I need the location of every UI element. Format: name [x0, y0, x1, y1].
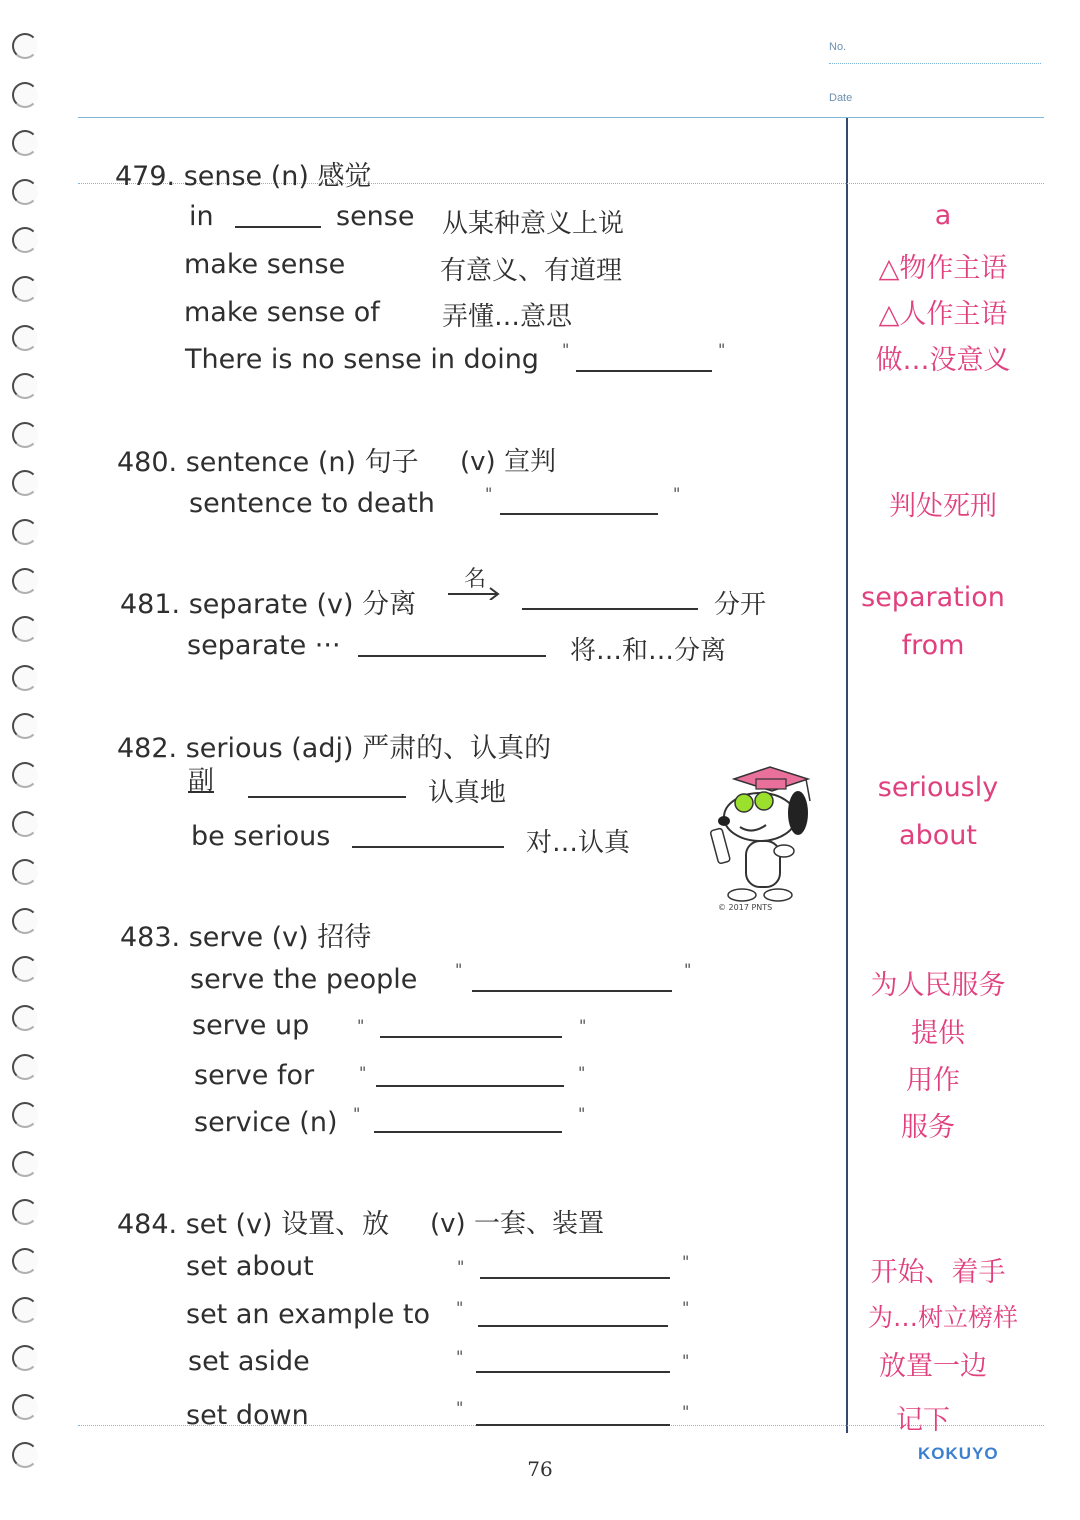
arrow-icon: [446, 566, 502, 600]
entry-483-head: 483. serve (v) 招待: [120, 922, 372, 953]
entry-479-head: 479. sense (n) 感觉: [115, 161, 372, 192]
blank-line[interactable]: [476, 1424, 670, 1426]
blank-line[interactable]: [522, 608, 698, 610]
binder-ring: [12, 82, 38, 108]
answer-481-1: separation: [861, 582, 1005, 613]
binder-ring: [12, 1345, 38, 1371]
no-label: No.: [829, 41, 847, 53]
binder-ring: [12, 373, 38, 399]
binder-ring: [12, 179, 38, 205]
entry-482-line2-left: be serious: [191, 821, 331, 852]
page-number: 76: [527, 1457, 553, 1481]
quote-mark: ": [682, 1402, 690, 1421]
binder-ring: [12, 956, 38, 982]
answer-480-1: 判处死刑: [889, 491, 997, 522]
snoopy-graduate-sticker: [700, 765, 820, 915]
binder-ring: [12, 568, 38, 594]
binder-ring: [12, 811, 38, 837]
entry-481-head: 481. separate (v) 分离: [120, 589, 417, 620]
binder-ring: [12, 470, 38, 496]
quote-mark: ": [673, 484, 681, 503]
blank-line[interactable]: [478, 1325, 668, 1327]
entry-483-line4-left: service (n): [194, 1107, 338, 1138]
header-rule: [78, 117, 1044, 118]
blank-line[interactable]: [358, 655, 546, 657]
no-dotted-line: [829, 63, 1041, 64]
entry-484-head2: (v) 一套、装置: [430, 1209, 604, 1239]
entry-482-head: 482. serious (adj) 严肃的、认真的: [117, 733, 552, 764]
answer-479-4: 做…没意义: [875, 345, 1011, 376]
entry-481-line1-left: separate ···: [187, 630, 341, 661]
answer-479-2: △物作主语: [878, 253, 1008, 284]
entry-484-line4-left: set down: [186, 1400, 309, 1431]
quote-mark: ": [456, 1347, 464, 1366]
binder-ring: [12, 422, 38, 448]
arrow-label: 名: [464, 567, 487, 592]
entry-481-line1-zh: 将…和…分离: [570, 636, 727, 666]
quote-mark: ": [357, 1016, 365, 1035]
entry-484-head: 484. set (v) 设置、放: [117, 1209, 390, 1240]
blank-line[interactable]: [235, 226, 321, 228]
quote-mark: ": [562, 340, 570, 359]
blank-line[interactable]: [480, 1277, 670, 1279]
answer-484-1: 开始、着手: [870, 1257, 1006, 1288]
binder-ring: [12, 908, 38, 934]
quote-mark: ": [353, 1104, 361, 1123]
brand-logo: KOKUYO: [918, 1444, 999, 1463]
binder-ring: [12, 33, 38, 59]
binder-ring: [12, 1199, 38, 1225]
blank-line[interactable]: [374, 1131, 562, 1133]
entry-483-line3-left: serve for: [194, 1060, 315, 1091]
binder-ring: [12, 762, 38, 788]
answer-483-2: 提供: [911, 1018, 965, 1049]
answer-481-2: from: [901, 630, 965, 661]
entry-479-line1-left: in: [189, 201, 214, 232]
answer-484-3: 放置一边: [879, 1351, 987, 1382]
binder-ring: [12, 1005, 38, 1031]
entry-483-line2-left: serve up: [192, 1010, 310, 1041]
blank-line[interactable]: [248, 796, 406, 798]
quote-mark: ": [455, 960, 463, 979]
quote-mark: ": [684, 960, 692, 979]
binder-ring: [12, 519, 38, 545]
answer-482-1: seriously: [877, 772, 999, 803]
quote-mark: ": [682, 1252, 690, 1271]
quote-mark: ": [718, 340, 726, 359]
entry-479-line1-mid: sense: [336, 201, 415, 232]
binder-ring: [12, 276, 38, 302]
entry-480-head2: (v) 宣判: [460, 447, 556, 477]
quote-mark: ": [578, 1104, 586, 1123]
arrow-noun: [446, 566, 502, 600]
snoopy-copyright: © 2017 PNTS: [718, 903, 773, 912]
entry-484-line3-left: set aside: [188, 1346, 310, 1377]
entry-480-line1-left: sentence to death: [189, 488, 435, 519]
answer-484-4: 记下: [896, 1405, 950, 1436]
binder-ring: [12, 1297, 38, 1323]
quote-mark: ": [579, 1016, 587, 1035]
answer-479-1: a: [934, 200, 952, 231]
entry-479-line3-left: make sense of: [184, 297, 380, 328]
entry-479-line1-zh: 从某种意义上说: [442, 209, 625, 239]
answer-483-3: 用作: [906, 1065, 960, 1096]
answer-479-3: △人作主语: [878, 299, 1008, 330]
entry-479-line2-left: make sense: [184, 249, 346, 280]
answer-482-2: about: [899, 820, 977, 851]
binder-ring: [12, 325, 38, 351]
entry-479-line4-left: There is no sense in doing: [185, 344, 539, 375]
entry-483-line1-left: serve the people: [190, 964, 418, 995]
quote-mark: ": [485, 484, 493, 503]
entry-480-head: 480. sentence (n) 句子: [117, 447, 419, 478]
blank-line[interactable]: [352, 846, 504, 848]
quote-mark: ": [682, 1351, 690, 1370]
answer-484-2: 为…树立榜样: [867, 1303, 1018, 1332]
blank-line[interactable]: [576, 370, 712, 372]
answer-483-4: 服务: [901, 1112, 955, 1143]
binder-ring: [12, 1102, 38, 1128]
entry-482-line2-zh: 对…认真: [526, 828, 631, 858]
answer-483-1: 为人民服务: [870, 970, 1006, 1001]
entry-479-line2-zh: 有意义、有道理: [440, 256, 623, 286]
binder-ring: [12, 616, 38, 642]
quote-mark: ": [359, 1063, 367, 1082]
entry-482-line1-zh: 认真地: [428, 778, 507, 808]
binder-ring: [12, 713, 38, 739]
binder-ring: [12, 859, 38, 885]
binder-ring: [12, 1151, 38, 1177]
blank-line[interactable]: [500, 513, 658, 515]
date-label: Date: [829, 92, 853, 104]
quote-mark: ": [456, 1298, 464, 1317]
binder-ring: [12, 130, 38, 156]
binder-ring: [12, 665, 38, 691]
entry-479-line3-zh: 弄懂…意思: [442, 302, 573, 332]
binder-ring: [12, 1394, 38, 1420]
entry-482-line1-left: 副: [188, 766, 215, 796]
blank-line[interactable]: [476, 1371, 670, 1373]
blank-line[interactable]: [376, 1085, 564, 1087]
quote-mark: ": [456, 1398, 464, 1417]
quote-mark: ": [682, 1298, 690, 1317]
blank-line[interactable]: [380, 1036, 562, 1038]
entry-484-line1-left: set about: [186, 1251, 314, 1282]
entry-484-line2-left: set an example to: [186, 1299, 430, 1330]
quote-mark: ": [457, 1257, 465, 1276]
entry-481-tail: 分开: [714, 590, 767, 620]
binder-ring: [12, 1054, 38, 1080]
quote-mark: ": [578, 1063, 586, 1082]
binder-ring: [12, 227, 38, 253]
binder-ring: [12, 1248, 38, 1274]
snoopy-icon: [700, 765, 820, 915]
blank-line[interactable]: [472, 990, 672, 992]
